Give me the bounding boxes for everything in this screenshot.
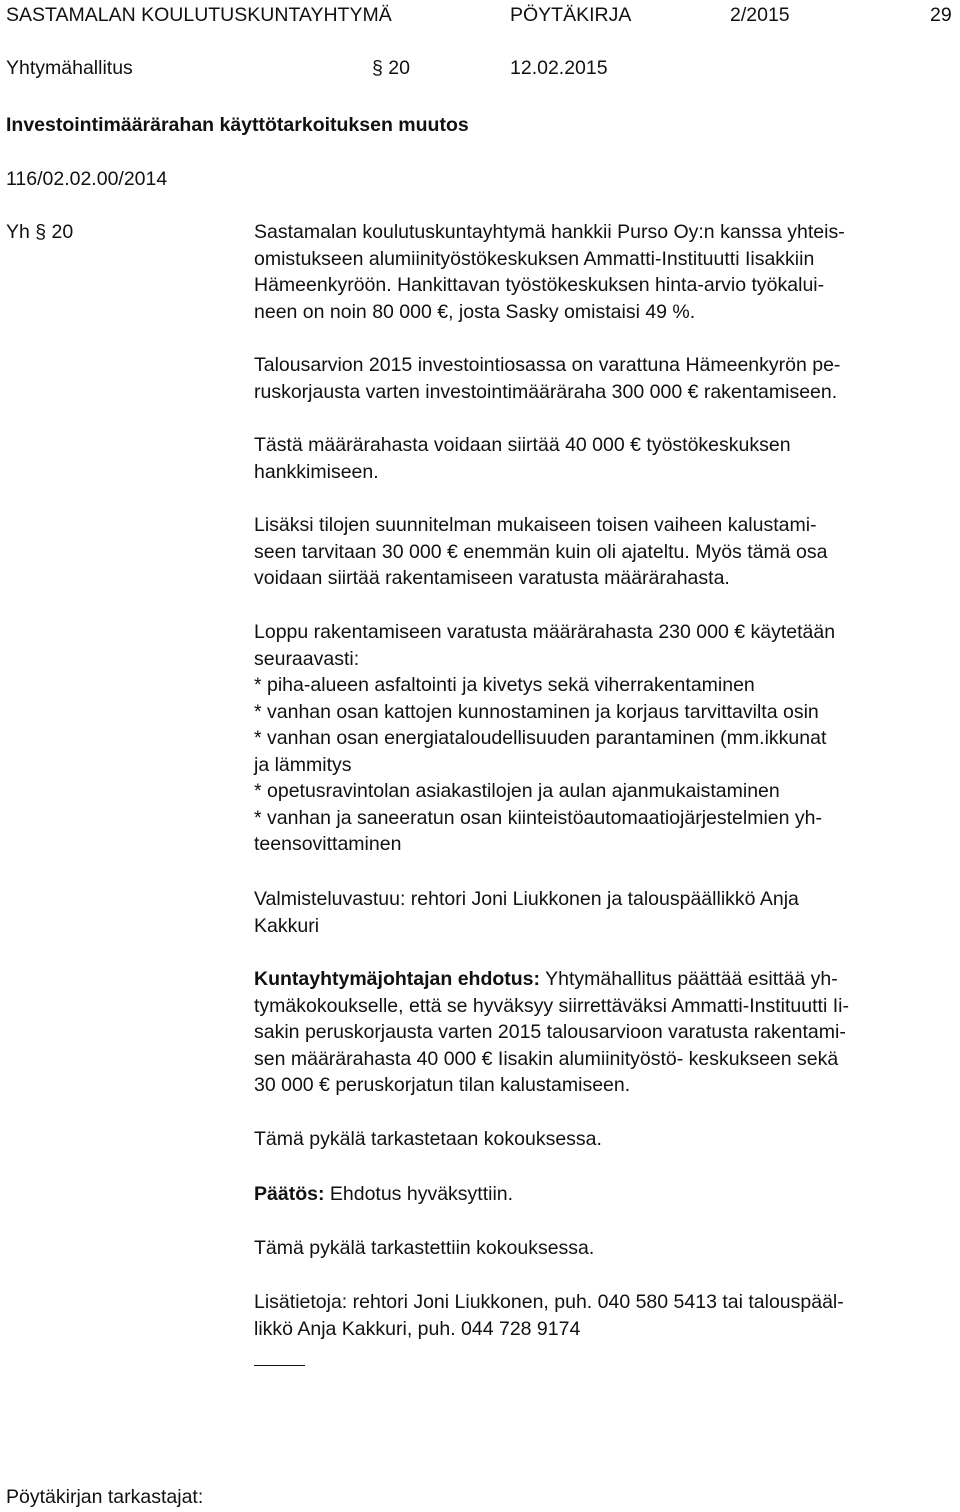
- section-symbol: §: [372, 57, 383, 79]
- header-page-number: 29: [930, 4, 952, 26]
- record-number: 116/02.02.00/2014: [6, 168, 168, 190]
- decision-label: Päätös:: [254, 1183, 325, 1205]
- decision-text: Ehdotus hyväksyttiin.: [324, 1183, 514, 1205]
- proposal-text: Yhtymähallitus päättää esittää yh- tymäkokoukselle, että se hyväksyy siirrettäväksi Ammatti-Instituutti Ii- sakin peruskorjausta varten 2015 talousarvioon varatusta rakentami- sen määrärahasta 40 000 € Iisakin alumiinityöstö- keskukseen sekä 30 000 € peruskorjatun tilan kalustamiseen.: [254, 968, 849, 1096]
- paragraph-decision: [254, 1181, 960, 1208]
- header-body: Yhtymähallitus: [6, 57, 133, 79]
- header-section: [372, 55, 410, 82]
- paragraph-remaining-allocation: Loppu rakentamiseen varatusta määrärahasta 230 000 € käytetään seuraavasti: * piha-alueen asfaltointi ja kivetys sekä viherrakentaminen * vanhan osan kattojen kunnostaminen ja korjaus tarvittavilta osin * vanhan osan energiataloudellisuuden parantaminen (mm.ikkunat ja lämmitys * opetusravintolan asiakastilojen ja aulan ajanmukaistaminen * vanhan ja saneeratun osan kiinteistöautomaatiojärjestelmien yh- teensovittaminen: [254, 621, 836, 855]
- header-date: 12.02.2015: [510, 57, 608, 79]
- paragraph-budget: Talousarvion 2015 investointiosassa on varattuna Hämeenkyrön pe- ruskorjausta varten investointimääräraha 300 000 € rakentamiseen.: [254, 354, 841, 403]
- paragraph-transfer: Tästä määrärahasta voidaan siirtää 40 000 € työstökeskuksen hankkimiseen.: [254, 434, 791, 483]
- separator-line: [254, 1365, 305, 1366]
- header-doc-type: PÖYTÄKIRJA: [510, 4, 632, 26]
- proposal-label: Kuntayhtymäjohtajan ehdotus:: [254, 968, 541, 990]
- footer-reviewers-label: Pöytäkirjan tarkastajat:: [6, 1486, 204, 1508]
- section-label: Yh § 20: [6, 221, 74, 243]
- document-title: Investointimäärärahan käyttötarkoituksen muutos: [6, 114, 469, 136]
- header-org: SASTAMALAN KOULUTUSKUNTAYHTYMÄ: [6, 4, 392, 26]
- paragraph-furnishing: Lisäksi tilojen suunnitelman mukaiseen toisen vaiheen kalustami- seen tarvitaan 30 000 € enemmän kuin oli ajateltu. Myös tämä osa voidaan siirtää rakentamiseen varatusta määrärahasta.: [254, 514, 828, 589]
- paragraph-contact-info: Lisätietoja: rehtori Joni Liukkonen, puh. 040 580 5413 tai talouspääl- likkö Anja Kakkuri, puh. 044 728 9174: [254, 1291, 844, 1340]
- section-number: 20: [388, 57, 410, 79]
- paragraph-acquisition: Sastamalan koulutuskuntayhtymä hankkii Purso Oy:n kanssa yhteis- omistukseen alumiinityöstökeskuksen Ammatti-Instituutti Iisakkiin Hämeenkyröön. Hankittavan työstökeskuksen hinta-arvio työkalui- neen on noin 80 000 €, josta Sasky omistaisi 49 %.: [254, 221, 845, 323]
- paragraph-preparation: Valmisteluvastuu: rehtori Joni Liukkonen ja talouspäällikkö Anja Kakkuri: [254, 888, 799, 937]
- header-doc-number: 2/2015: [730, 4, 790, 26]
- paragraph-review-note: Tämä pykälä tarkastetaan kokouksessa.: [254, 1128, 602, 1150]
- paragraph-proposal: [254, 966, 960, 1099]
- paragraph-reviewed-note: Tämä pykälä tarkastettiin kokouksessa.: [254, 1237, 595, 1259]
